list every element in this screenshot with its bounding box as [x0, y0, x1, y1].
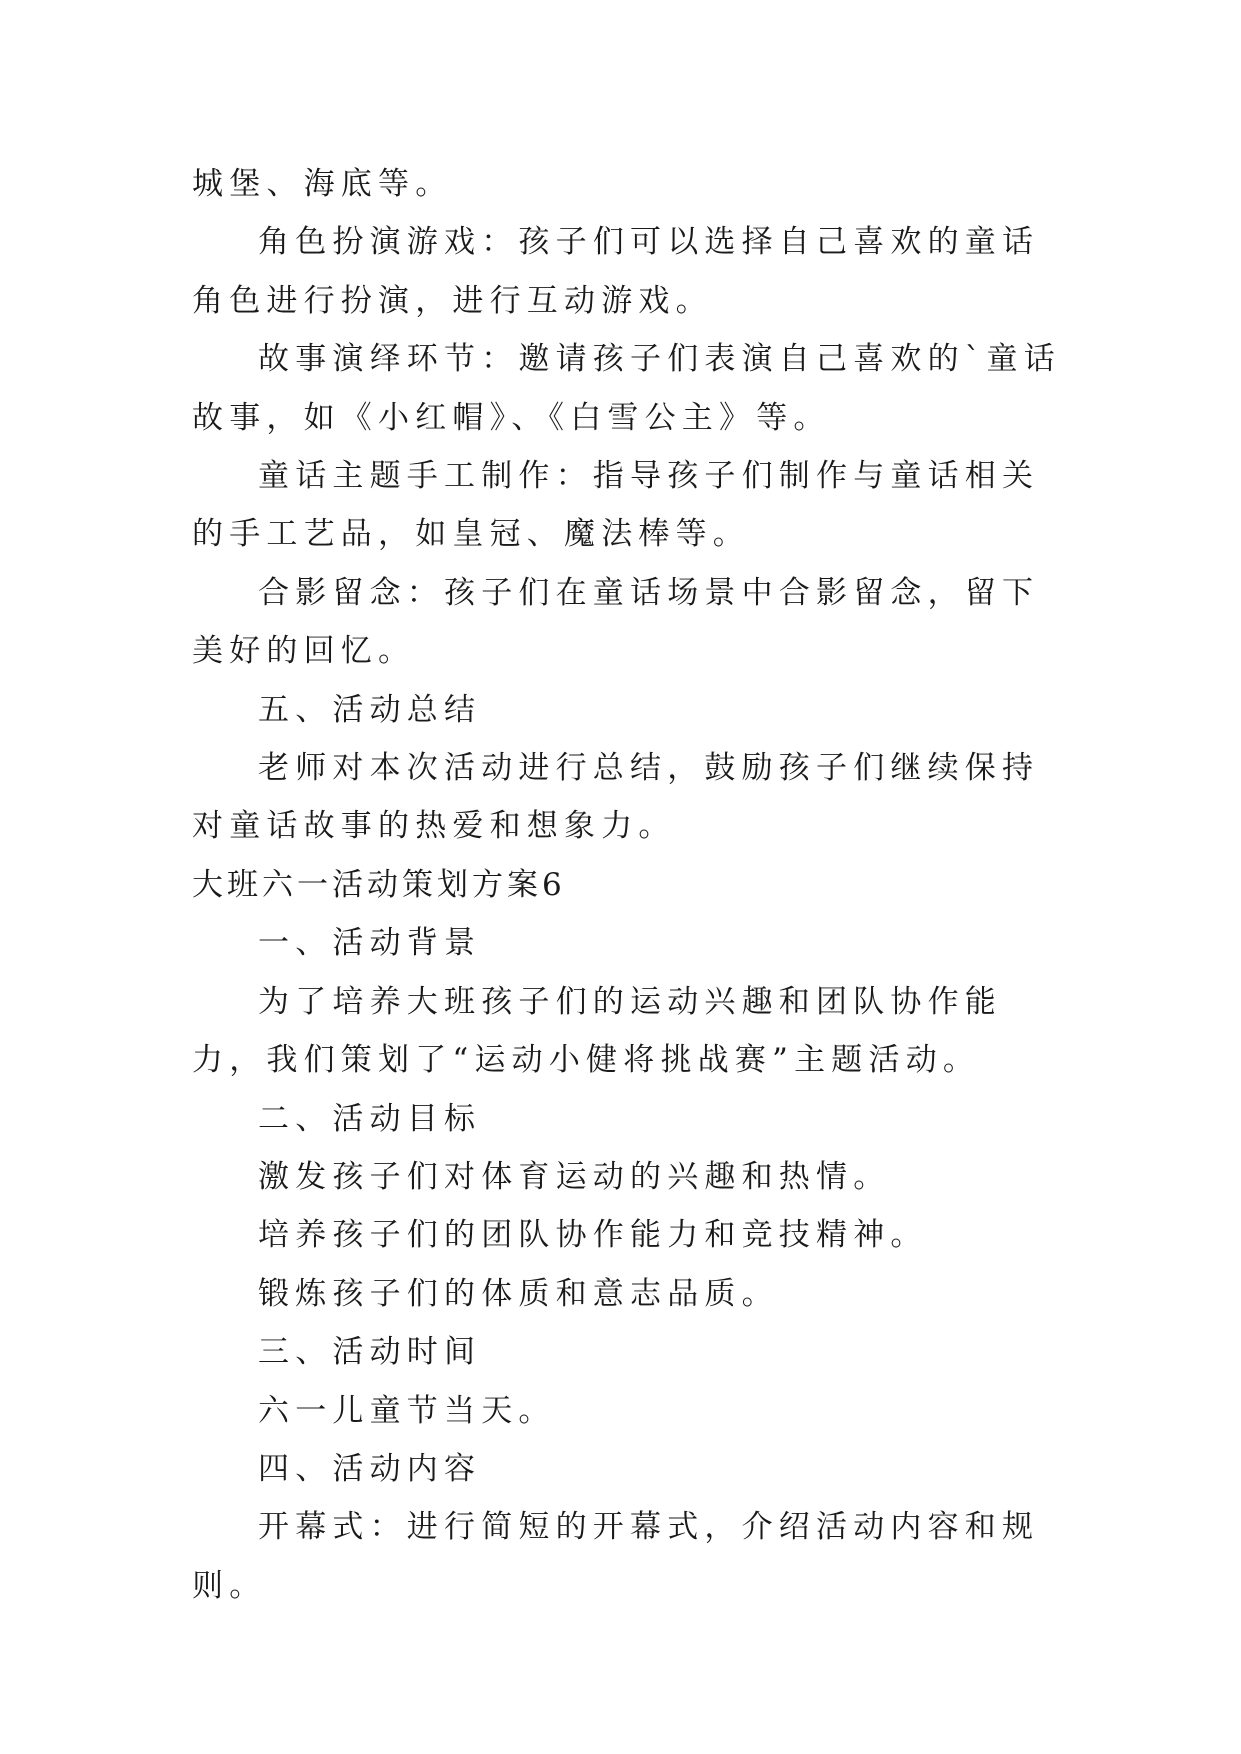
paragraph-story-performance: 故事演绎环节：邀请孩子们表演自己喜欢的`童话故事，如《小红帽》、《白雪公主》等。	[192, 341, 1061, 436]
paragraph-role-play: 角色扮演游戏：孩子们可以选择自己喜欢的童话角色进行扮演，进行互动游戏。	[192, 224, 1040, 319]
goal-item-teamwork: 培养孩子们的团队协作能力和竞技精神。	[258, 1217, 928, 1254]
paragraph-handcraft: 童话主题手工制作：指导孩子们制作与童话相关的手工艺品，如皇冠、魔法棒等。	[192, 458, 1040, 553]
section-heading-content: 四、活动内容	[258, 1450, 482, 1487]
paragraph-time: 六一儿童节当天。	[258, 1392, 556, 1429]
plan-title: 大班六一活动策划方案6	[192, 866, 566, 903]
goal-item-physique: 锻炼孩子们的体质和意志品质。	[258, 1275, 779, 1312]
section-heading-time: 三、活动时间	[258, 1334, 482, 1371]
section-heading-background: 一、活动背景	[258, 925, 482, 962]
section-heading-summary: 五、活动总结	[258, 691, 482, 728]
paragraph-summary: 老师对本次活动进行总结，鼓励孩子们继续保持对童话故事的热爱和想象力。	[192, 750, 1040, 845]
section-heading-goals: 二、活动目标	[258, 1100, 482, 1137]
paragraph-background: 为了培养大班孩子们的运动兴趣和团队协作能力，我们策划了“运动小健将挑战赛”主题活动。	[192, 983, 1002, 1079]
goal-item-interest: 激发孩子们对体育运动的兴趣和热情。	[258, 1158, 891, 1195]
paragraph-opening: 开幕式：进行简短的开幕式，介绍活动内容和规则。	[192, 1509, 1040, 1604]
paragraph-continuation: 城堡、海底等。	[192, 166, 453, 202]
paragraph-group-photo: 合影留念：孩子们在童话场景中合影留念，留下美好的回忆。	[192, 574, 1040, 670]
document-body	[192, 155, 1072, 1615]
